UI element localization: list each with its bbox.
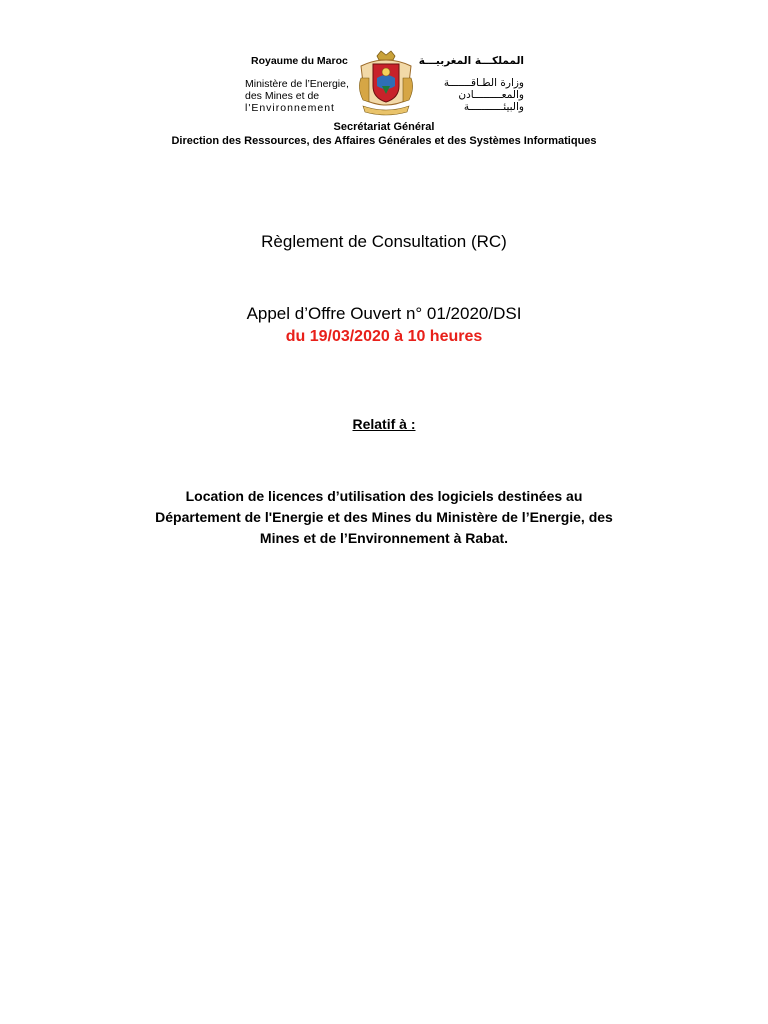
secretariat-general: Secrétariat Général: [333, 121, 435, 133]
direction-name: Direction des Ressources, des Affaires Générales et des Systèmes Informatiques: [171, 135, 597, 147]
object-line-3: Mines et de l’Environnement à Rabat.: [259, 530, 509, 546]
ministry-fr-line2: des Mines et de: [245, 90, 320, 102]
relatif-heading: Relatif à :: [352, 416, 416, 432]
tender-object: [0, 486, 768, 549]
ministry-fr-line3: l'Environnement: [245, 102, 335, 114]
ministry-ar-line3: والبيئـــــــــــة: [463, 101, 524, 113]
tender-reference: Appel d’Offre Ouvert n° 01/2020/DSI: [246, 304, 522, 323]
ministry-fr-line1: Ministère de l’Energie,: [245, 78, 349, 90]
document-title: Règlement de Consultation (RC): [261, 232, 507, 251]
kingdom-fr: Royaume du Maroc: [251, 55, 348, 67]
kingdom-ar: المملكـــة المغربيـــة: [418, 55, 524, 67]
object-line-2: Département de l'Energie et des Mines du Ministère de l’Energie, des: [155, 509, 613, 525]
letterhead: [0, 0, 768, 160]
tender-date: du 19/03/2020 à 10 heures: [285, 328, 483, 345]
coat-of-arms-icon: [355, 48, 417, 118]
ministry-ar-line1: وزارة الطـاقـــــــة: [443, 77, 524, 89]
object-line-1: Location de licences d’utilisation des logiciels destinées au: [185, 488, 583, 504]
ministry-ar-line2: والمعـــــــــادن: [458, 89, 524, 101]
